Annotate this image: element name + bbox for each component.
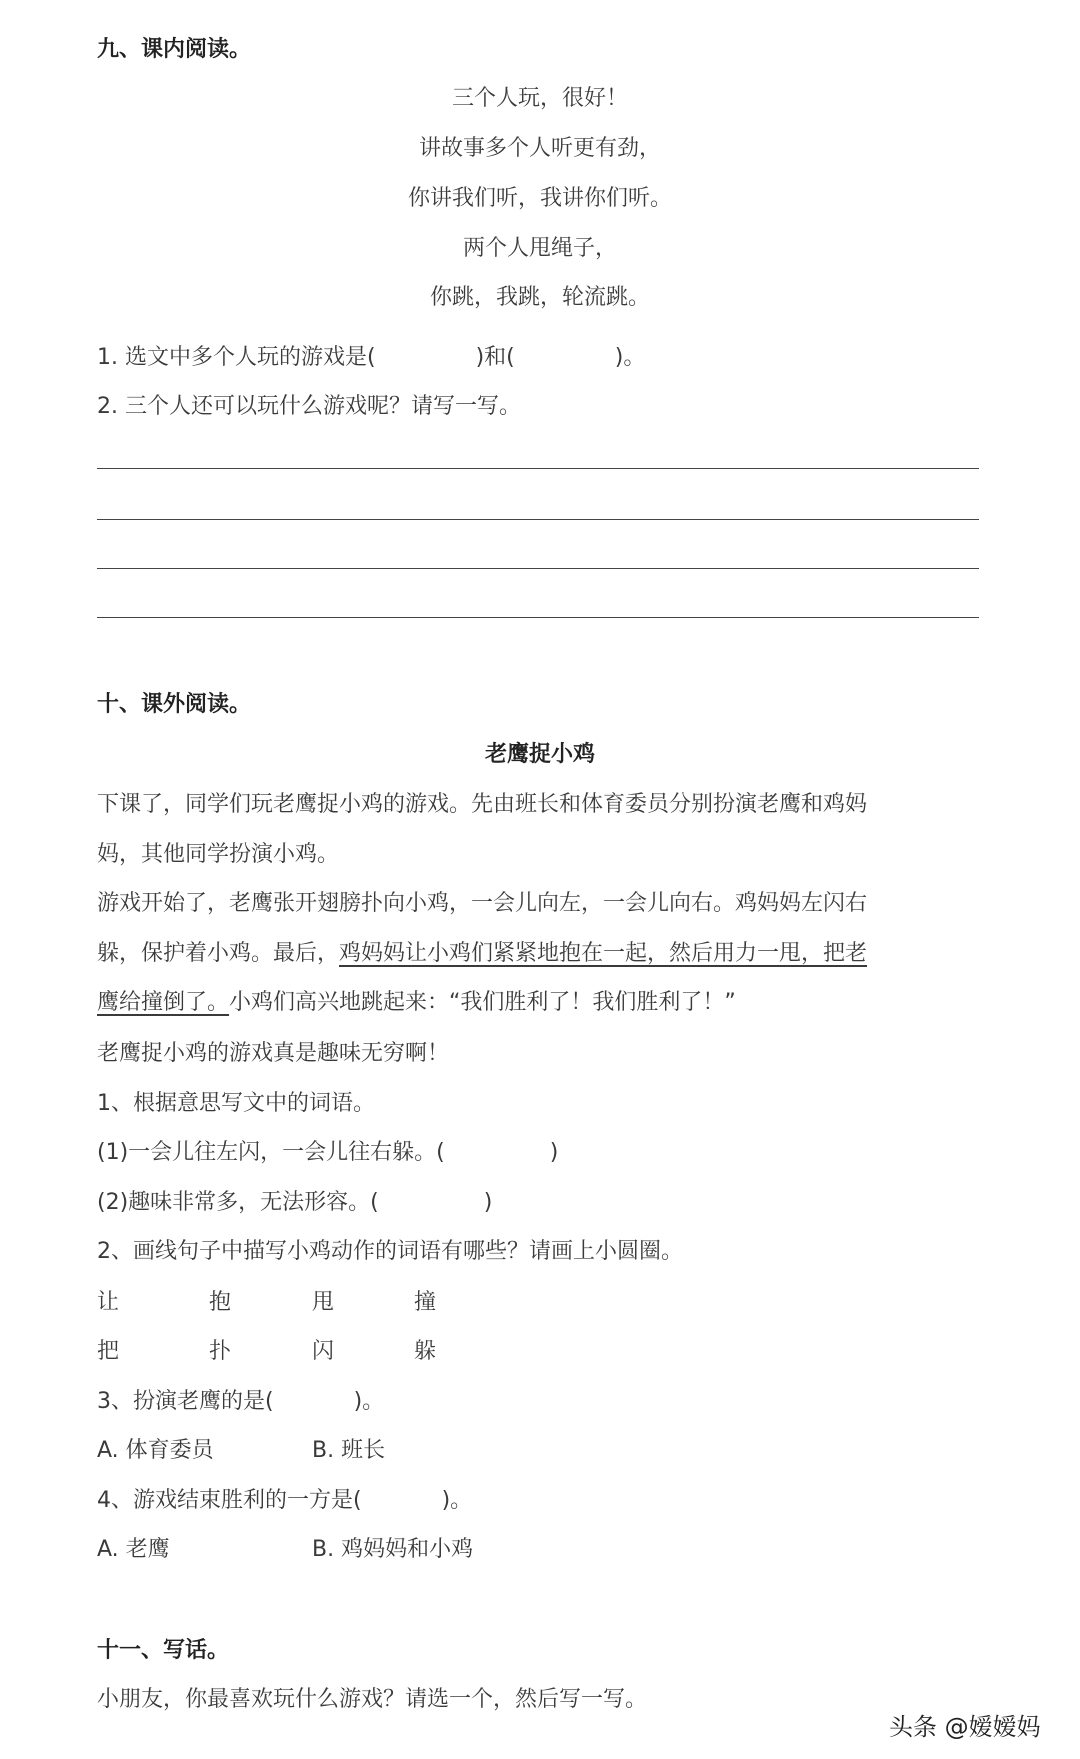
- q-text: )。: [614, 345, 646, 370]
- choice-a[interactable]: A. 体育委员: [97, 1438, 214, 1463]
- question-9-2: 2. 三个人还可以玩什么游戏呢？请写一写。: [97, 394, 521, 419]
- text: 小鸡们高兴地跳起来：“我们胜利了！我们胜利了！”: [229, 990, 736, 1015]
- word-option[interactable]: 闪: [312, 1339, 335, 1364]
- question-10-2: 2、画线句子中描写小鸡动作的词语有哪些？请画上小圆圈。: [97, 1239, 683, 1264]
- q-text: 1. 选文中多个人玩的游戏是(: [97, 345, 376, 370]
- word-option[interactable]: 甩: [312, 1290, 335, 1315]
- word-option[interactable]: 撞: [414, 1290, 437, 1315]
- poem-line: 你讲我们听，我讲你们听。: [407, 186, 672, 211]
- section-9-heading: 九、课内阅读。: [97, 37, 252, 62]
- q-text: ): [549, 1140, 559, 1165]
- passage-line: [97, 989, 736, 1017]
- question-10-1-1: [97, 1139, 558, 1167]
- writing-line[interactable]: [97, 568, 979, 569]
- question-10-4: [97, 1487, 472, 1515]
- passage-line: 妈，其他同学扮演小鸡。: [97, 842, 340, 867]
- underlined-sentence: 鸡妈妈让小鸡们紧紧地抱在一起，然后用力一甩，把老: [339, 941, 868, 966]
- passage-line: 老鹰捉小鸡的游戏真是趣味无穷啊！: [97, 1041, 450, 1066]
- q-text: (2)趣味非常多，无法形容。(: [97, 1190, 379, 1215]
- text: 躲，保护着小鸡。最后，: [97, 941, 340, 966]
- q-text: ): [483, 1190, 493, 1215]
- poem-line: 两个人甩绳子，: [462, 236, 617, 261]
- q-text: )。: [441, 1488, 473, 1513]
- writing-prompt: 小朋友，你最喜欢玩什么游戏？请选一个，然后写一写。: [97, 1687, 648, 1712]
- section-11-heading: 十一、写话。: [97, 1638, 230, 1663]
- poem-line: 三个人玩，很好！: [451, 86, 628, 111]
- word-option[interactable]: 躲: [414, 1339, 437, 1364]
- passage-title: 老鹰捉小鸡: [484, 742, 595, 767]
- underlined-sentence: 鹰给撞倒了。: [97, 990, 230, 1015]
- q-text: 4、游戏结束胜利的一方是(: [97, 1488, 362, 1513]
- watermark: 头条 @嫒嫒妈: [889, 1713, 1041, 1741]
- word-option[interactable]: 扑: [209, 1339, 232, 1364]
- section-10-heading: 十、课外阅读。: [97, 692, 252, 717]
- passage-line: 下课了，同学们玩老鹰捉小鸡的游戏。先由班长和体育委员分别扮演老鹰和鸡妈: [97, 792, 868, 817]
- word-option[interactable]: 让: [97, 1290, 120, 1315]
- question-10-1: 1、根据意思写文中的词语。: [97, 1091, 375, 1116]
- choice-b[interactable]: B. 班长: [312, 1438, 386, 1463]
- writing-line[interactable]: [97, 468, 979, 469]
- q-text: 3、扮演老鹰的是(: [97, 1389, 274, 1414]
- q-text: )。: [353, 1389, 385, 1414]
- passage-line: 游戏开始了，老鹰张开翅膀扑向小鸡，一会儿向左，一会儿向右。鸡妈妈左闪右: [97, 891, 868, 916]
- word-option[interactable]: 把: [97, 1339, 120, 1364]
- writing-line[interactable]: [97, 617, 979, 618]
- q-text: (1)一会儿往左闪，一会儿往右躲。(: [97, 1140, 445, 1165]
- question-9-1: [97, 344, 645, 372]
- choice-a[interactable]: A. 老鹰: [97, 1537, 170, 1562]
- q-text: )和(: [475, 345, 515, 370]
- poem-line: 你跳，我跳，轮流跳。: [429, 285, 650, 310]
- poem-line: 讲故事多个人听更有劲，: [418, 136, 661, 161]
- choice-b[interactable]: B. 鸡妈妈和小鸡: [312, 1537, 474, 1562]
- passage-line: [97, 940, 867, 968]
- question-10-3: [97, 1388, 384, 1416]
- writing-line[interactable]: [97, 519, 979, 520]
- question-10-1-2: [97, 1189, 492, 1217]
- word-option[interactable]: 抱: [209, 1290, 232, 1315]
